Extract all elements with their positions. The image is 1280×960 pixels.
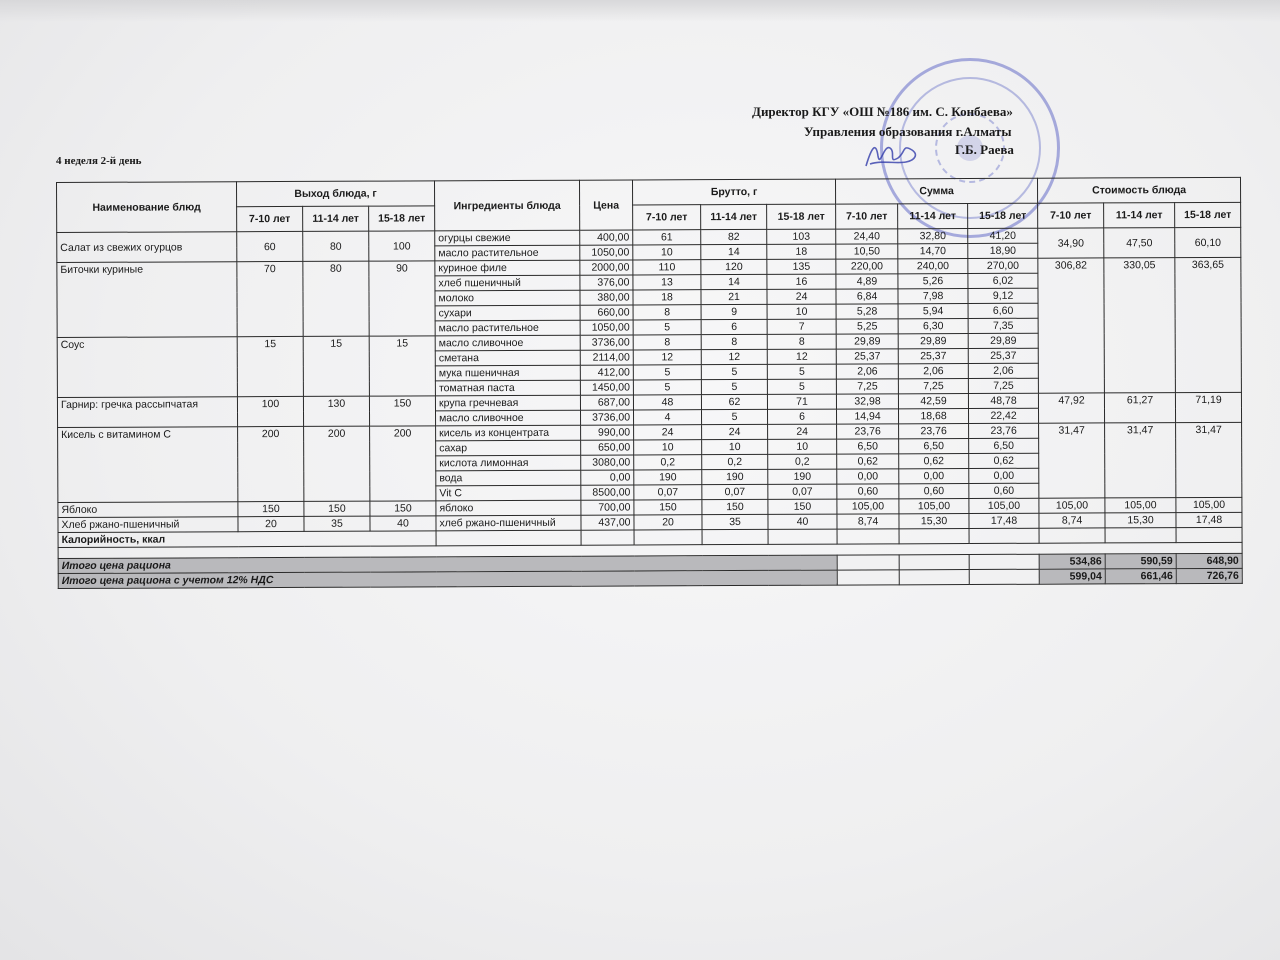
table-cell [1176, 527, 1242, 542]
table-cell: 25,37 [898, 349, 968, 364]
table-cell: Vit C [436, 485, 581, 501]
table-cell: 8,74 [1039, 513, 1105, 528]
table-cell: 726,76 [1176, 568, 1242, 583]
table-cell: куриное филе [435, 260, 580, 276]
col-age: 7-10 лет [1038, 203, 1104, 228]
table-cell: 103 [767, 229, 836, 244]
table-cell: 5,94 [898, 304, 968, 319]
table-cell: 48,78 [968, 393, 1038, 408]
table-cell: 0,2 [634, 455, 702, 470]
table-cell [634, 530, 702, 545]
table-cell: хлеб пшеничный [435, 275, 580, 291]
table-cell: 17,48 [969, 513, 1039, 528]
menu-table [56, 177, 1243, 589]
table-cell: 100 [237, 396, 303, 426]
table-cell: сахар [436, 440, 581, 456]
table-cell: 599,04 [1039, 569, 1105, 584]
table-cell: 6,50 [837, 439, 899, 454]
table-cell: 190 [702, 469, 768, 484]
table-cell: 2,06 [898, 364, 968, 379]
table-cell: 5,25 [836, 319, 898, 334]
table-cell: 110 [633, 260, 701, 275]
table-cell: 24 [768, 424, 837, 439]
table-cell: 60 [237, 231, 303, 261]
table-cell: 23,76 [969, 423, 1039, 438]
table-cell: 5,26 [898, 274, 968, 289]
table-cell: 80 [303, 231, 369, 261]
table-cell: 18,90 [968, 243, 1038, 258]
table-cell: 590,59 [1105, 554, 1176, 569]
table-cell: 5 [767, 364, 836, 379]
table-cell: 380,00 [580, 290, 633, 305]
table-cell: 5 [767, 379, 836, 394]
table-cell: 4 [634, 410, 702, 425]
table-cell: 31,47 [1039, 423, 1105, 498]
table-cell: 240,00 [898, 259, 968, 274]
table-cell: крупа гречневая [435, 395, 580, 411]
paper-edge-shadow [0, 0, 1280, 22]
table-cell: 150 [369, 396, 435, 426]
table-cell: 135 [767, 259, 836, 274]
table-cell: 534,86 [1039, 554, 1105, 569]
table-cell: 6,84 [836, 289, 898, 304]
table-cell: 60,10 [1175, 227, 1241, 257]
table-cell: 35 [702, 514, 768, 529]
table-cell: кислота лимонная [436, 455, 581, 471]
table-cell: 15 [303, 336, 369, 396]
table-cell: 5 [633, 380, 701, 395]
table-cell: 32,98 [836, 394, 898, 409]
col-age: 11-14 лет [701, 204, 767, 229]
table-cell: масло растительное [435, 320, 580, 336]
table-cell: хлеб ржано-пшеничный [436, 515, 581, 531]
table-cell: 62 [701, 394, 767, 409]
table-cell [837, 555, 899, 570]
table-cell: 22,42 [969, 408, 1039, 423]
table-cell: молоко [435, 290, 580, 306]
col-price: Цена [580, 180, 633, 230]
table-cell: 23,76 [899, 424, 969, 439]
table-cell: 105,00 [1176, 497, 1242, 512]
table-cell: 0,07 [768, 484, 837, 499]
table-cell: 1450,00 [580, 380, 633, 395]
table-cell: Хлеб ржано-пшеничный [58, 517, 238, 533]
table-cell: 15 [369, 336, 435, 396]
table-cell: 8 [767, 334, 836, 349]
table-cell: 17,48 [1176, 512, 1242, 527]
table-cell: 25,37 [836, 349, 898, 364]
table-cell: 105,00 [899, 499, 969, 514]
table-cell [1105, 528, 1176, 543]
table-cell: 12 [767, 349, 836, 364]
table-cell: 0,00 [969, 468, 1039, 483]
table-cell: 412,00 [580, 365, 633, 380]
table-cell: 24,40 [836, 229, 898, 244]
table-cell: 105,00 [969, 498, 1039, 513]
table-cell: 70 [237, 261, 303, 336]
table-cell: 0,62 [969, 453, 1039, 468]
table-cell: 6 [768, 409, 837, 424]
table-cell: 660,00 [580, 305, 633, 320]
table-cell: 190 [634, 470, 702, 485]
table-cell [969, 554, 1039, 569]
table-cell: 150 [304, 501, 370, 516]
table-cell: 3736,00 [580, 335, 633, 350]
table-cell: 12 [701, 349, 767, 364]
table-cell [969, 528, 1039, 543]
table-cell [899, 555, 969, 570]
table-cell: 18 [767, 244, 836, 259]
table-cell: 100 [369, 231, 435, 261]
table-cell: 15,30 [1105, 513, 1176, 528]
table-cell: 29,89 [968, 333, 1038, 348]
table-cell: 0,00 [837, 469, 899, 484]
table-cell: 8 [633, 335, 701, 350]
table-cell: 9,12 [968, 288, 1038, 303]
director-name: Г.Б. Раева [955, 142, 1014, 157]
table-cell: 90 [369, 261, 435, 336]
table-cell: 12 [633, 350, 701, 365]
table-cell [768, 529, 837, 544]
col-output: Выход блюда, г [237, 181, 435, 207]
table-cell: 24 [767, 289, 836, 304]
table-cell: 82 [701, 229, 767, 244]
table-cell [969, 569, 1039, 584]
table-cell: 20 [634, 515, 702, 530]
table-cell: 200 [238, 426, 304, 501]
table-cell: 150 [370, 501, 436, 516]
table-cell: 42,59 [898, 394, 968, 409]
col-age: 15-18 лет [767, 204, 836, 229]
table-cell: 0,62 [899, 454, 969, 469]
table-cell: Биточки куриные [57, 262, 237, 338]
table-cell: 150 [702, 499, 768, 514]
table-cell: 29,89 [836, 334, 898, 349]
table-cell: 5 [701, 364, 767, 379]
table-cell: 7,35 [968, 318, 1038, 333]
table-cell: 6,02 [968, 273, 1038, 288]
table-cell: 7,25 [836, 379, 898, 394]
table-cell: 8 [633, 305, 701, 320]
table-cell: Салат из свежих огурцов [57, 232, 237, 263]
table-cell: 10 [633, 245, 701, 260]
table-cell: 363,65 [1175, 257, 1242, 392]
table-cell: 29,89 [898, 334, 968, 349]
table-cell: 0,07 [634, 485, 702, 500]
department-title: Управления образования г.Алматы [804, 124, 1012, 139]
table-cell: 2,06 [968, 363, 1038, 378]
table-cell: яблоко [436, 500, 581, 516]
table-cell: 10 [702, 439, 768, 454]
table-cell: 14 [701, 244, 767, 259]
table-cell: 330,05 [1104, 258, 1176, 393]
table-cell: 200 [370, 426, 436, 501]
table-cell: огурцы свежие [435, 230, 580, 246]
table-cell: 18 [633, 290, 701, 305]
table-cell: 40 [370, 516, 436, 531]
table-cell: 0,60 [899, 484, 969, 499]
table-cell: 130 [303, 396, 369, 426]
table-cell: 14 [701, 274, 767, 289]
table-cell: Гарнир: гречка рассыпчатая [57, 397, 237, 428]
table-cell: 10,50 [836, 244, 898, 259]
table-cell: 5 [701, 379, 767, 394]
table-cell [837, 529, 899, 544]
table-cell: Соус [57, 337, 237, 398]
table-cell: 24 [702, 424, 768, 439]
table-cell [1039, 528, 1105, 543]
table-cell: 6,50 [969, 438, 1039, 453]
table-cell: 661,46 [1105, 569, 1176, 584]
table-cell: 48 [633, 395, 701, 410]
table-cell: 120 [701, 259, 767, 274]
table-cell: 376,00 [580, 275, 633, 290]
table-cell: 40 [768, 514, 837, 529]
table-cell: кисель из концентрата [436, 425, 581, 441]
table-cell: 0,62 [837, 454, 899, 469]
table-cell: 648,90 [1176, 553, 1242, 568]
table-cell: Кисель с витамином С [58, 427, 238, 503]
table-cell: 687,00 [580, 395, 633, 410]
table-cell: 10 [767, 304, 836, 319]
table-cell: 0,07 [702, 484, 768, 499]
week-day-label: 4 неделя 2-й день [56, 155, 142, 167]
table-cell: 1050,00 [580, 245, 633, 260]
table-cell: Итого цена рациона [58, 555, 837, 573]
table-cell: 31,47 [1105, 423, 1176, 498]
director-title: Директор КГУ «ОШ №186 им. С. Конбаева» [752, 104, 1013, 119]
table-cell: 2,06 [836, 364, 898, 379]
table-cell: 71 [767, 394, 836, 409]
table-cell: 9 [701, 304, 767, 319]
table-cell: 61 [633, 230, 701, 245]
table-cell: 6 [701, 319, 767, 334]
col-dish: Наименование блюд [57, 182, 237, 233]
table-cell: 0,2 [702, 454, 768, 469]
table-cell: 5 [633, 365, 701, 380]
table-cell: 34,90 [1038, 228, 1104, 258]
col-age: 11-14 лет [898, 204, 968, 229]
table-cell: 2114,00 [580, 350, 633, 365]
table-cell: 270,00 [968, 258, 1038, 273]
table-cell: 8 [701, 334, 767, 349]
table-cell: 150 [238, 501, 304, 516]
table-cell: 990,00 [581, 425, 634, 440]
table-cell: 5 [702, 409, 768, 424]
col-age: 11-14 лет [303, 206, 369, 231]
table-cell: сметана [435, 350, 580, 366]
table-cell: 306,82 [1038, 258, 1105, 393]
table-cell [899, 570, 969, 585]
table-cell: 6,50 [899, 439, 969, 454]
table-cell: 5,28 [836, 304, 898, 319]
table-cell: 21 [701, 289, 767, 304]
table-cell: масло сливочное [436, 410, 581, 426]
table-cell: 8500,00 [581, 485, 634, 500]
table-cell: 6,60 [968, 303, 1038, 318]
table-cell: 4,89 [836, 274, 898, 289]
table-cell: 437,00 [581, 515, 634, 530]
table-cell: 2000,00 [580, 260, 633, 275]
table-cell: 61,27 [1104, 393, 1175, 423]
table-cell: 15,30 [899, 514, 969, 529]
col-age: 7-10 лет [237, 206, 303, 231]
table-cell: Яблоко [58, 502, 238, 518]
table-cell: вода [436, 470, 581, 486]
table-cell: 150 [768, 499, 837, 514]
table-cell: 105,00 [1039, 498, 1105, 513]
table-cell: мука пшеничная [435, 365, 580, 381]
table-cell: 6,30 [898, 319, 968, 334]
table-cell: 220,00 [836, 259, 898, 274]
table-cell: 105,00 [1105, 498, 1176, 513]
table-cell: 0,00 [581, 470, 634, 485]
col-ingredients: Ингредиенты блюда [435, 180, 580, 231]
col-age: 7-10 лет [633, 205, 701, 230]
table-cell: 10 [634, 440, 702, 455]
col-age: 15-18 лет [1175, 202, 1241, 227]
table-cell: 80 [303, 261, 369, 336]
table-cell [702, 529, 768, 544]
table-cell: 0,2 [768, 454, 837, 469]
table-cell: 10 [768, 439, 837, 454]
table-cell: 25,37 [968, 348, 1038, 363]
table-cell: 14,70 [898, 244, 968, 259]
table-cell: 7 [767, 319, 836, 334]
table-cell: 7,25 [898, 379, 968, 394]
col-age: 7-10 лет [836, 204, 898, 229]
table-cell: 7,98 [898, 289, 968, 304]
table-cell: 8,74 [837, 514, 899, 529]
signature [862, 138, 922, 172]
table-cell: 24 [634, 425, 702, 440]
table-cell: Итого цена рациона с учетом 12% НДС [58, 570, 837, 588]
table-cell: 23,76 [837, 424, 899, 439]
table-cell: 190 [768, 469, 837, 484]
table-cell: 41,20 [968, 228, 1038, 243]
table-cell [899, 529, 969, 544]
col-gross: Брутто, г [633, 179, 836, 205]
table-cell: 1050,00 [580, 320, 633, 335]
table-cell: 3736,00 [581, 410, 634, 425]
table-cell: 650,00 [581, 440, 634, 455]
col-age: 11-14 лет [1104, 203, 1175, 228]
col-age: 15-18 лет [968, 203, 1038, 228]
table-cell: томатная паста [435, 380, 580, 396]
table-cell: 71,19 [1175, 392, 1241, 422]
table-cell: 3080,00 [581, 455, 634, 470]
table-cell: масло сливочное [435, 335, 580, 351]
table-cell: 15 [237, 336, 303, 396]
table-cell: 150 [634, 500, 702, 515]
table-cell: 20 [238, 516, 304, 531]
table-cell: 7,25 [968, 378, 1038, 393]
table-cell: 47,50 [1104, 228, 1175, 258]
table-cell: 16 [767, 274, 836, 289]
table-cell: 18,68 [899, 409, 969, 424]
table-cell [581, 530, 634, 545]
col-cost: Стоимость блюда [1038, 177, 1241, 203]
table-cell: Калорийность, ккал [58, 531, 436, 548]
table-cell: 13 [633, 275, 701, 290]
table-cell: 0,00 [899, 469, 969, 484]
table-cell [837, 570, 899, 585]
table-cell [436, 530, 581, 546]
table-cell: 32,80 [898, 229, 968, 244]
table-cell: 0,60 [837, 484, 899, 499]
table-cell: 105,00 [837, 499, 899, 514]
table-cell: 5 [633, 320, 701, 335]
table-cell: 200 [304, 426, 370, 501]
table-cell: 31,47 [1176, 422, 1242, 497]
col-age: 15-18 лет [369, 206, 435, 231]
table-cell: 700,00 [581, 500, 634, 515]
table-cell: 14,94 [837, 409, 899, 424]
table-cell: 47,92 [1038, 393, 1104, 423]
table-cell: 0,60 [969, 483, 1039, 498]
table-cell: 400,00 [580, 230, 633, 245]
table-cell: масло растительное [435, 245, 580, 261]
table-cell: сухари [435, 305, 580, 321]
table-cell: 35 [304, 516, 370, 531]
col-sum: Сумма [836, 178, 1038, 204]
